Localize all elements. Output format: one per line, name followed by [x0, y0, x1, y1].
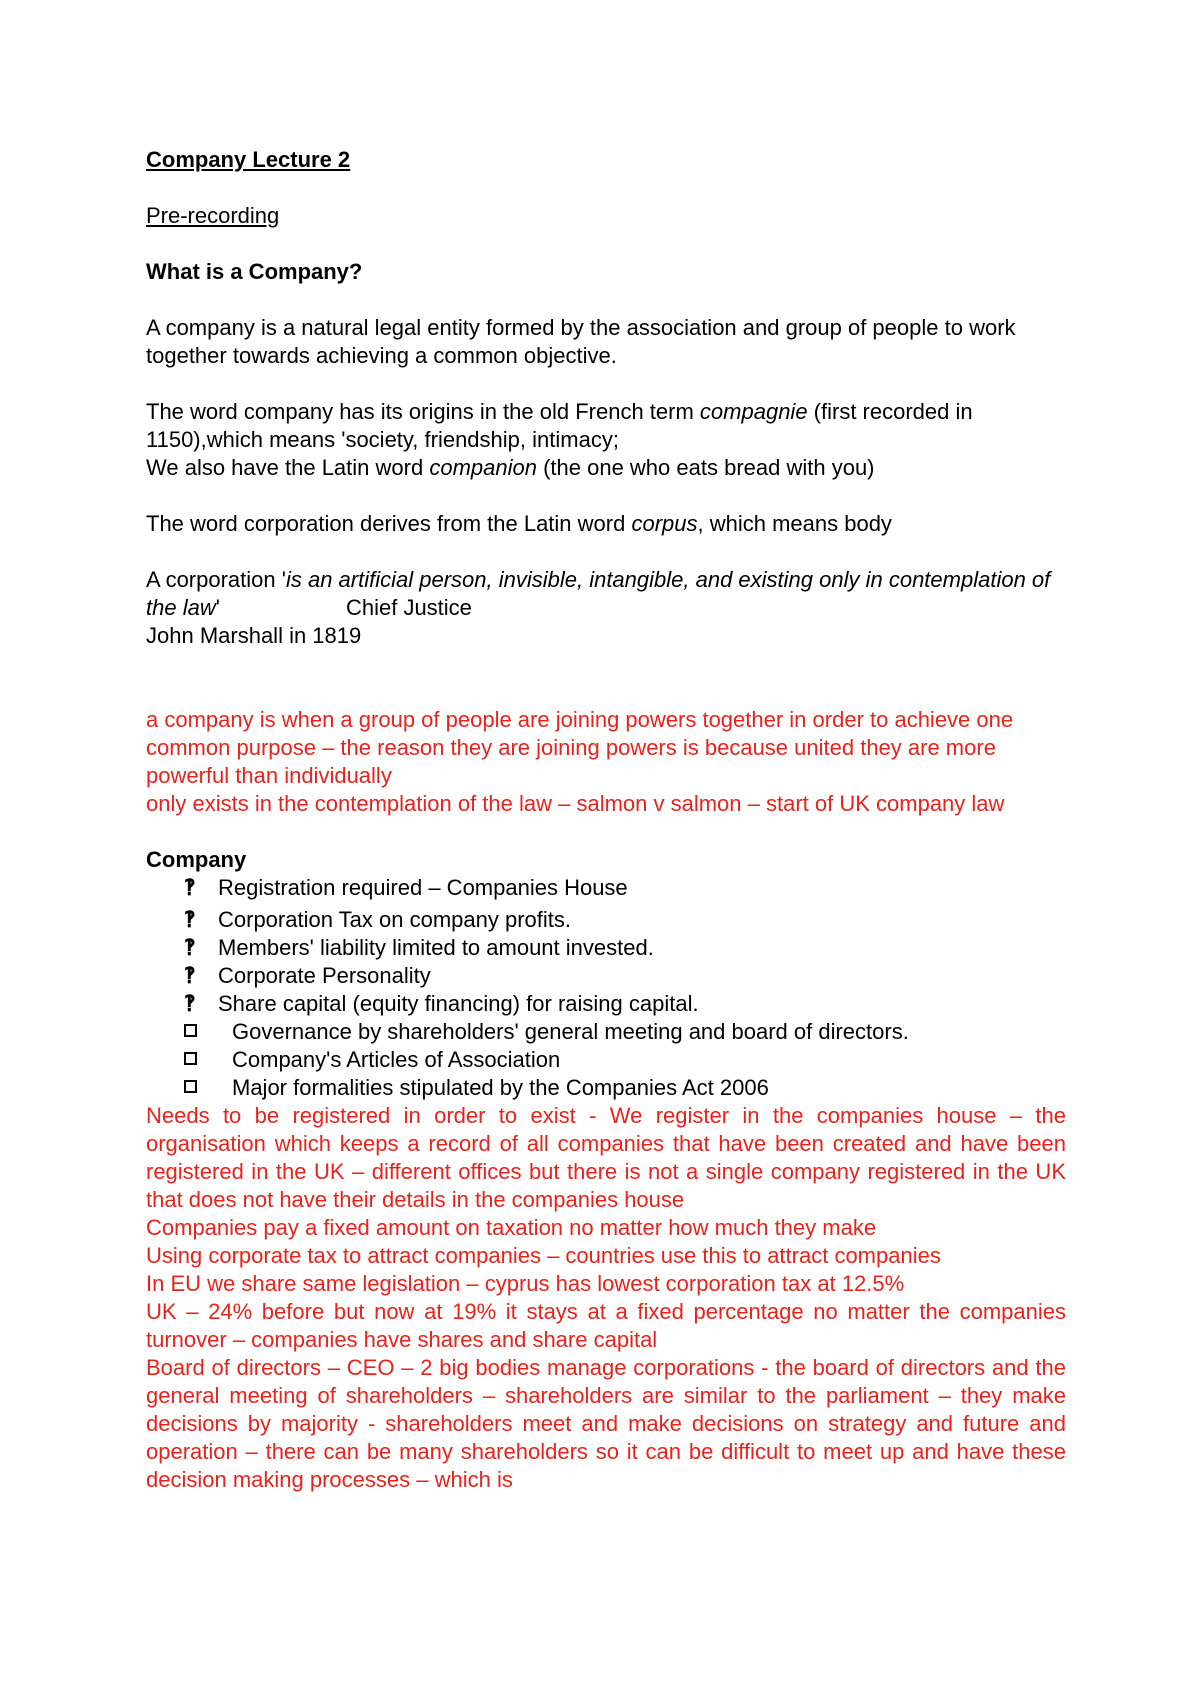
list-item: ‽ Share capital (equity financing) for raising capital. [184, 991, 699, 1016]
list-item: ‽ Corporation Tax on company profits. [184, 907, 571, 932]
checkbox-icon [184, 1024, 197, 1037]
bullet-icon: ‽ [184, 991, 196, 1016]
lecture-note: Companies pay a fixed amount on taxation no matter how much they make [146, 1215, 877, 1240]
paragraph-etymology-latin: We also have the Latin word companion (the one who eats bread with you) [146, 455, 875, 480]
checkbox-icon [184, 1052, 197, 1065]
section-subtitle: Pre-recording [146, 203, 280, 228]
bullet-icon: ‽ [184, 875, 196, 900]
list-item: ‽ Members' liability limited to amount invested. [184, 935, 654, 960]
list-item: ‽ Corporate Personality [184, 963, 431, 988]
bullet-icon: ‽ [184, 935, 196, 960]
lecture-note: Needs to be registered in order to exist - We register in the companies house – the organisation which keeps a record of all companies that have been created and have been registered in the UK – different offices but there is not a single company registered in the UK that does not have their details in the companies house [146, 1103, 1066, 1212]
quote-marshall: A corporation 'is an artificial person, invisible, intangible, and existing only in contemplation of the law' Chief Justice John Marshall in 1819 [146, 567, 1051, 648]
lecture-note: a company is when a group of people are joining powers together in order to achieve one common purpose – the reason they are joining powers is because united they are more powerful than individually [146, 707, 1014, 788]
heading-what-is-company: What is a Company? [146, 259, 363, 284]
lecture-note: Board of directors – CEO – 2 big bodies manage corporations - the board of directors and the general meeting of shareholders – shareholders are similar to the parliament – they make decisions by majority - shareholders meet and make decisions on strategy and future and operation – there can be many shareholders so it can be difficult to meet up and have these decision making processes – which is [146, 1355, 1066, 1492]
lecture-note: In EU we share same legislation – cyprus has lowest corporation tax at 12.5% [146, 1271, 905, 1296]
paragraph-etymology-corporation: The word corporation derives from the Latin word corpus, which means body [146, 511, 892, 536]
paragraph-definition: A company is a natural legal entity formed by the association and group of people to work together towards achieving a common objective. [146, 315, 1016, 368]
document-title: Company Lecture 2 [146, 147, 351, 172]
lecture-note: UK – 24% before but now at 19% it stays at a fixed percentage no matter the companies turnover – companies have shares and share capital [146, 1299, 1066, 1352]
list-item: Company's Articles of Association [146, 1046, 1066, 1074]
checkbox-icon [184, 1080, 197, 1093]
bullet-icon: ‽ [184, 963, 196, 988]
list-item: Major formalities stipulated by the Companies Act 2006 [146, 1074, 1066, 1102]
bullet-list [146, 874, 1066, 1102]
heading-company: Company [146, 847, 247, 872]
lecture-note: Using corporate tax to attract companies – countries use this to attract companies [146, 1243, 941, 1268]
paragraph-etymology-company: The word company has its origins in the old French term compagnie (first recorded in 1150),which means 'society, friendship, intimacy; [146, 399, 973, 452]
list-item: ‽ Registration required – Companies House [184, 875, 628, 900]
document-page [146, 146, 1066, 1494]
list-item: Governance by shareholders' general meeting and board of directors. [146, 1018, 1066, 1046]
bullet-icon: ‽ [184, 907, 196, 932]
lecture-note: only exists in the contemplation of the law – salmon v salmon – start of UK company law [146, 791, 1005, 816]
